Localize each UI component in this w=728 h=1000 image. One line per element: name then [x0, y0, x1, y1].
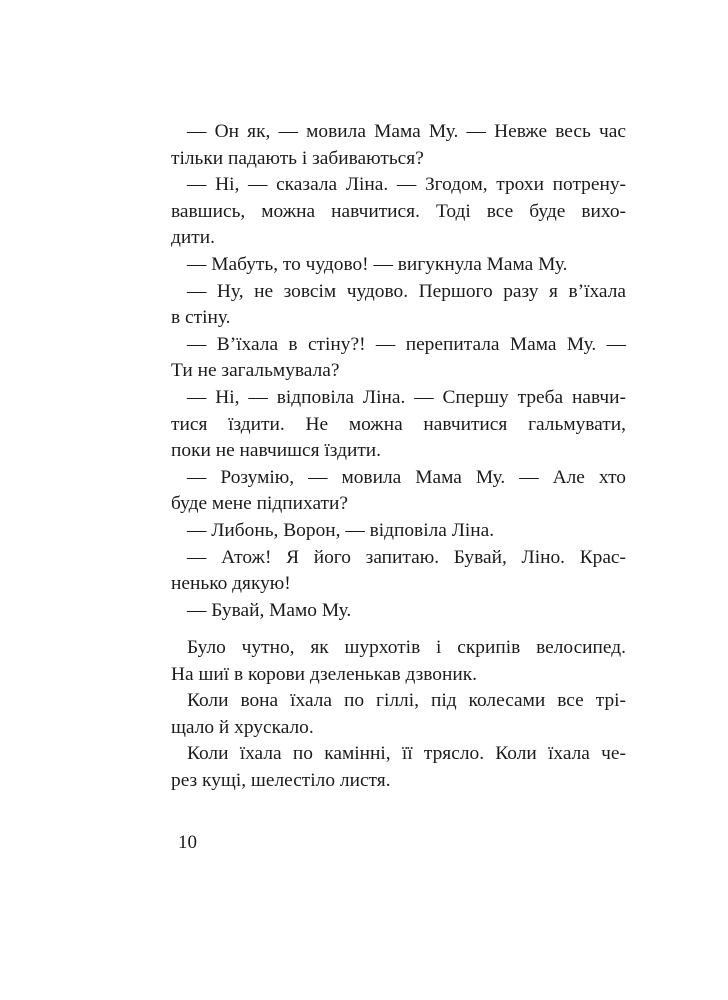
text-line: дити.	[171, 227, 215, 249]
text-line: тися їздити. Не можна навчитися гальмувати,	[171, 413, 626, 435]
text-line: щало й хрускало.	[171, 716, 314, 738]
text-line: — Он як, — мовила Мама Му. — Невже весь час	[187, 121, 626, 142]
text-line: — Розумію, — мовила Мама Му. — Але хто	[187, 466, 626, 488]
text-line: поки не навчишся їздити.	[171, 440, 382, 462]
text-line: тільки падають і забиваються?	[171, 147, 424, 169]
text-line: Коли вона їхала по гіллі, під колесами все трі-	[187, 690, 626, 712]
text-line: Було чутно, як шурхотів і скрипів велосипед.	[187, 637, 626, 658]
text-line: — Атож! Я його запитаю. Бувай, Ліно. Крас-	[187, 546, 626, 568]
text-line: — Мабуть, то чудово! — вигукнула Мама Му.	[187, 253, 568, 275]
text-line: — Либонь, Ворон, — відповіла Ліна.	[187, 519, 495, 541]
text-line: На шиї в корови дзеленькав дзвоник.	[171, 663, 478, 685]
text-line: буде мене підпихати?	[171, 493, 349, 515]
text-line: — В’їхала в стіну?! — перепитала Мама Му. —	[187, 333, 626, 355]
text-line: Ти не загальмувала?	[171, 360, 340, 382]
text-line: в стіну.	[171, 307, 231, 329]
dialogue-block	[171, 119, 626, 624]
text-line: ненько дякую!	[171, 573, 291, 595]
text-line: — Ну, не зовсім чудово. Першого разу я в’їхала	[187, 280, 626, 302]
text-line: вавшись, можна навчитися. Тоді все буде вихо-	[171, 200, 626, 222]
text-line: — Ні, — відповіла Ліна. — Спершу треба навчи-	[187, 386, 626, 408]
page-number: 10	[178, 832, 197, 853]
text-line: Коли їхала по камінні, її трясло. Коли їхала че-	[187, 743, 626, 765]
text-line: — Бувай, Мамо Му.	[187, 599, 352, 621]
narrative-block	[171, 635, 626, 795]
text-line: — Ні, — сказала Ліна. — Згодом, трохи потрену-	[187, 174, 626, 196]
text-line: рез кущі, шелестіло листя.	[171, 769, 391, 791]
